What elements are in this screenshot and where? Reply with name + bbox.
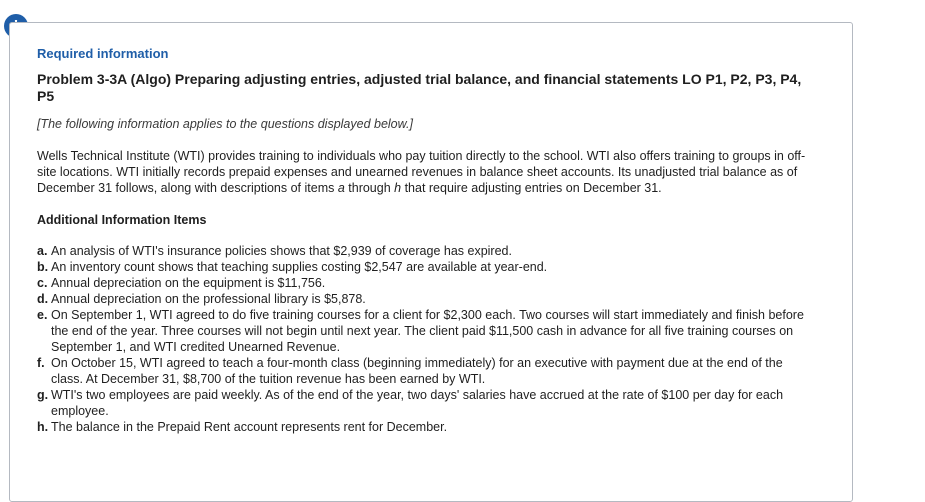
additional-info-list <box>37 243 817 435</box>
item-text: An inventory count shows that teaching supplies costing $2,547 are available at year-end. <box>51 260 548 274</box>
item-text: Annual depreciation on the equipment is $11,756. <box>51 276 326 290</box>
item-letter: c. <box>37 276 48 290</box>
item-letter: g. <box>37 388 49 402</box>
list-item <box>37 307 817 355</box>
item-text: An analysis of WTI's insurance policies shows that $2,939 of coverage has expired. <box>51 244 512 258</box>
list-item <box>37 275 817 291</box>
item-text: WTI's two employees are paid weekly. As of the end of the year, two days' salaries have accrued at the rate of $100 per day for each employee. <box>51 388 784 418</box>
intro-item-a: a <box>337 181 345 195</box>
item-text: The balance in the Prepaid Rent account represents rent for December. <box>51 420 448 434</box>
intro-text-2: through <box>344 181 395 195</box>
item-text: On September 1, WTI agreed to do five training courses for a client for $2,300 each. Two courses will start immediately and finish before the end of the year. Three courses will not begin until next year. The client paid $11,500 cash in advance for all five training courses on September 1, and WTI credited Unearned Revenue. <box>51 308 804 354</box>
info-note: [The following information applies to the questions displayed below.] <box>37 117 413 131</box>
list-item <box>37 355 817 387</box>
item-letter: b. <box>37 260 49 274</box>
item-text: Annual depreciation on the professional library is $5,878. <box>51 292 366 306</box>
list-item <box>37 387 817 419</box>
intro-paragraph <box>37 148 817 196</box>
intro-item-h: h <box>394 181 402 195</box>
intro-text-1: Wells Technical Institute (WTI) provides training to individuals who pay tuition directly to the school. WTI also offers training to groups in off-site locations. WTI initially records prepaid expenses and unearned revenues in balance sheet accounts. Its unadjusted trial balance as of December 31 follows, along with descriptions of items <box>37 149 806 195</box>
question-content <box>37 46 817 435</box>
item-letter: a. <box>37 244 48 258</box>
intro-text-3: that require adjusting entries on December 31. <box>401 181 662 195</box>
item-text: On October 15, WTI agreed to teach a four-month class (beginning immediately) for an executive with payment due at the end of the class. At December 31, $8,700 of the tuition revenue has been earned by WTI. <box>51 356 783 386</box>
item-letter: d. <box>37 292 49 306</box>
additional-info-heading: Additional Information Items <box>37 213 207 227</box>
item-letter: h. <box>37 420 49 434</box>
item-letter: e. <box>37 308 48 322</box>
item-letter: f. <box>37 356 45 370</box>
list-item <box>37 259 817 275</box>
list-item <box>37 243 817 259</box>
problem-title: Problem 3-3A (Algo) Preparing adjusting entries, adjusted trial balance, and financial statements LO P1, P2, P3, P4, P5 <box>37 71 802 104</box>
list-item <box>37 291 817 307</box>
list-item <box>37 419 817 435</box>
required-information-label: Required information <box>37 46 169 61</box>
